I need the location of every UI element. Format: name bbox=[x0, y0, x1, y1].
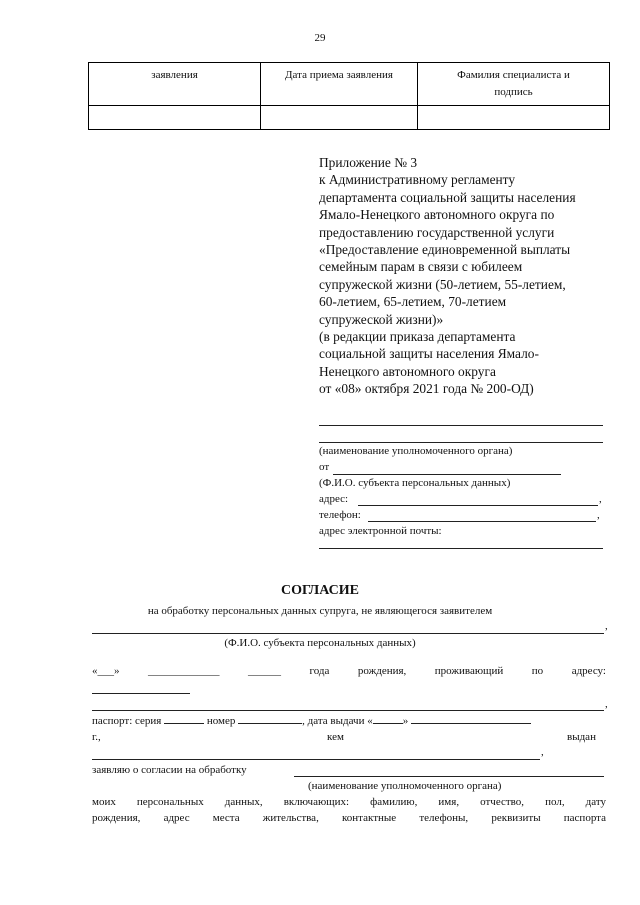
table-cell[interactable] bbox=[89, 106, 261, 130]
birth-word-5: адресу: bbox=[571, 665, 606, 677]
subject-fio-caption: (Ф.И.О. субъекта персональных данных) bbox=[319, 477, 511, 489]
authority-field[interactable] bbox=[294, 776, 604, 777]
phone-comma: , bbox=[597, 509, 600, 521]
appendix-line: супружеской жизни (50-летием, 55-летием, bbox=[319, 276, 566, 292]
address-field-line[interactable] bbox=[92, 710, 604, 711]
authority-caption: (наименование уполномоченного органа) bbox=[308, 780, 502, 792]
org-name-line-1[interactable] bbox=[319, 425, 603, 426]
birth-word-1: года bbox=[309, 665, 330, 677]
address-field[interactable] bbox=[358, 505, 598, 506]
appendix-line: семейным парам в связи с юбилеем bbox=[319, 259, 523, 275]
table-header-statement: заявления bbox=[89, 63, 261, 106]
birth-line bbox=[92, 665, 606, 677]
passport-issue-day-field[interactable] bbox=[373, 723, 403, 724]
passport-series-field[interactable] bbox=[164, 723, 204, 724]
consent-subtitle: на обработку персональных данных супруга, не являющегося заявителем bbox=[147, 605, 493, 617]
org-name-line-2[interactable] bbox=[319, 442, 603, 443]
issuer-field[interactable] bbox=[92, 759, 540, 760]
address-comma: , bbox=[599, 493, 602, 505]
application-log-table bbox=[88, 62, 610, 130]
spouse-fio-caption: (Ф.И.О. субъекта персональных данных) bbox=[224, 637, 416, 649]
appendix-line: (в редакции приказа департамента bbox=[319, 329, 516, 345]
table-header-specialist bbox=[418, 63, 610, 106]
year-suffix: г., bbox=[92, 731, 101, 743]
passport-number-label: номер bbox=[206, 715, 236, 727]
declare-text: заявляю о согласии на обработку bbox=[92, 764, 247, 776]
appendix-header bbox=[319, 154, 609, 398]
table-header-date: Дата приема заявления bbox=[261, 63, 418, 106]
birth-year[interactable]: ______ bbox=[248, 665, 281, 677]
birth-month[interactable]: _____________ bbox=[148, 665, 220, 677]
birth-word-2: рождения, bbox=[357, 665, 407, 677]
appendix-line: Ямало-Ненецкого автономного округа по bbox=[319, 207, 555, 223]
page-number: 29 bbox=[314, 32, 326, 44]
appendix-line: «Предоставление единовременной выплаты bbox=[319, 242, 571, 258]
from-label: от bbox=[319, 461, 330, 473]
appendix-line: от «08» октября 2021 года № 200-ОД) bbox=[319, 381, 534, 397]
passport-issue-month-field[interactable] bbox=[411, 723, 531, 724]
spouse-fio-field[interactable] bbox=[92, 633, 604, 634]
address-field-start[interactable] bbox=[92, 693, 190, 694]
passport-issue-label: , дата выдачи « bbox=[302, 715, 373, 727]
appendix-line: Ненецкого автономного округа bbox=[319, 363, 496, 379]
phone-field[interactable] bbox=[368, 521, 596, 522]
address-label: адрес: bbox=[319, 493, 349, 505]
table-cell[interactable] bbox=[261, 106, 418, 130]
fio-comma: , bbox=[605, 620, 608, 632]
passport-series-label: паспорт: серия bbox=[92, 715, 162, 727]
consent-title: СОГЛАСИЕ bbox=[281, 583, 359, 598]
passport-number-field[interactable] bbox=[238, 723, 302, 724]
birth-day[interactable]: «___» bbox=[92, 665, 120, 677]
phone-label: телефон: bbox=[319, 509, 361, 521]
appendix-line: социальной защиты населения Ямало- bbox=[319, 346, 539, 362]
address-line-comma: , bbox=[605, 698, 608, 710]
birth-word-3: проживающий bbox=[434, 665, 504, 677]
appendix-line: к Административному регламенту bbox=[319, 172, 516, 188]
appendix-line: 60-летием, 65-летием, 70-летием bbox=[319, 294, 507, 310]
consent-text-line-1: моих персональных данных, включающих: фамилию, имя, отчество, пол, дату bbox=[92, 796, 606, 808]
issued-label: выдан bbox=[567, 731, 596, 743]
table-cell[interactable] bbox=[418, 106, 610, 130]
email-label: адрес электронной почты: bbox=[319, 525, 442, 537]
issued-by-label: кем bbox=[327, 731, 344, 743]
passport-line: паспорт: серия номер , дата выдачи « » bbox=[92, 715, 531, 727]
email-field[interactable] bbox=[319, 548, 603, 549]
org-name-caption: (наименование уполномоченного органа) bbox=[319, 445, 513, 457]
birth-word-4: по bbox=[531, 665, 544, 677]
issuer-comma: , bbox=[541, 746, 544, 758]
appendix-line: департамента социальной защиты населения bbox=[319, 189, 576, 205]
appendix-line: Приложение № 3 bbox=[319, 155, 418, 170]
consent-text-line-2: рождения, адрес места жительства, контактные телефоны, реквизиты паспорта bbox=[92, 812, 606, 824]
appendix-line: супружеской жизни)» bbox=[319, 311, 444, 327]
from-name-field[interactable] bbox=[333, 474, 561, 475]
appendix-line: предоставлению государственной услуги bbox=[319, 224, 555, 240]
table-header-specialist-text: Фамилия специалиста и подпись bbox=[457, 69, 570, 98]
